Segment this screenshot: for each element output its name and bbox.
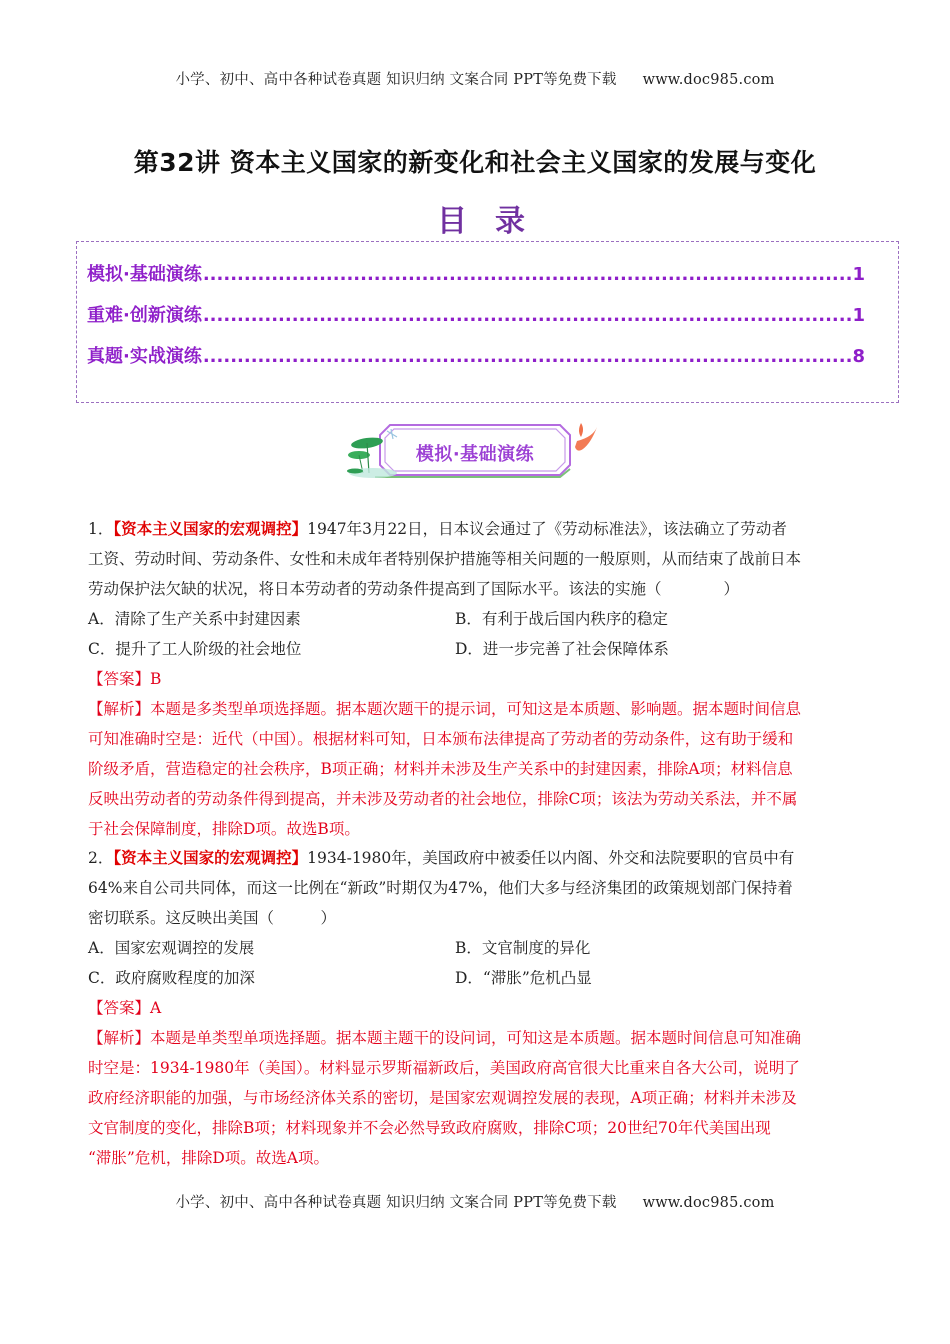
toc-item-label: 模拟·基础演练 [87,264,202,285]
answer-line: 【答案】A [88,999,162,1017]
option-a[interactable]: A．国家宏观调控的发展 [88,939,255,957]
footer-text: 小学、初中、高中各种试卷真题 知识归纳 文案合同 PPT等免费下载 [175,1195,617,1211]
header-url[interactable]: www.doc985.com [642,72,775,88]
header-text: 小学、初中、高中各种试卷真题 知识归纳 文案合同 PPT等免费下载 [175,72,617,88]
toc-heading: 目录 [437,204,553,239]
options-row [88,634,863,664]
options-row [88,963,863,993]
toc-leader-dots [203,346,852,367]
banner-label: 模拟·基础演练 [415,444,535,465]
toc-item[interactable] [87,301,865,327]
toc-item[interactable] [87,342,865,368]
options-row [88,933,863,963]
analysis-line: 阶级矛盾，营造稳定的社会秩序，B项正确；材料并未涉及生产关系中的封建因素，排除A项；材料信息 [88,760,793,778]
analysis-line: 可知准确时空是：近代（中国）。根据材料可知，日本颁布法律提高了劳动者的劳动条件，这有助于缓和 [88,730,794,748]
page-header [0,68,950,89]
option-c[interactable]: C．政府腐败程度的加深 [88,969,255,987]
analysis-line: 文官制度的变化，排除B项；材料现象并不会必然导致政府腐败，排除C项；20世纪70年代美国出现 [88,1119,771,1137]
toc-item-page: 1 [852,264,865,285]
question-1 [88,514,863,844]
toc-leader-dots [203,305,852,326]
option-a[interactable]: A．清除了生产关系中封建因素 [88,610,301,628]
analysis-line: 【解析】本题是单类型单项选择题。据本题主题干的设问词，可知这是本质题。据本题时间信息可知准确 [88,1029,802,1047]
toc-item-page: 1 [852,305,865,326]
analysis-line: 时空是：1934-1980年（美国）。材料显示罗斯福新政后，美国政府高官很大比重来自各大公司，说明了 [88,1059,800,1077]
question-number: 1． [88,520,114,538]
question-2 [88,843,863,1173]
question-stem-line: 64%来自公司共同体，而这一比例在“新政”时期仅为47%，他们大多与经济集团的政策规划部门保持着 [88,879,793,897]
page-footer [0,1191,950,1212]
toc-item-page: 8 [852,346,865,367]
question-stem-line [88,843,863,873]
analysis-line: 【解析】本题是多类型单项选择题。据本题次题干的提示词，可知这是本质题、影响题。据本题时间信息 [88,700,802,718]
section-banner [345,413,600,483]
analysis-line: 于社会保障制度，排除D项。故选B项。 [88,820,360,838]
question-stem-line [88,514,863,544]
answer-line: 【答案】B [88,670,162,688]
analysis-line: “滞胀”危机，排除D项。故选A项。 [88,1149,329,1167]
toc-item-label: 真题·实战演练 [87,346,202,367]
option-d[interactable]: D．“滞胀”危机凸显 [455,969,592,987]
table-of-contents [76,241,899,403]
option-d[interactable]: D．进一步完善了社会保障体系 [455,640,669,658]
question-stem-text: 1934-1980年，美国政府中被委任以内阁、外交和法院要职的官员中有 [307,849,795,867]
question-topic-tag: 【资本主义国家的宏观调控】 [113,520,308,538]
question-stem-line: 劳动保护法欠缺的状况，将日本劳动者的劳动条件提高到了国际水平。该法的实施（ ） [88,580,740,598]
option-c[interactable]: C．提升了工人阶级的社会地位 [88,640,302,658]
toc-item-label: 重难·创新演练 [87,305,202,326]
option-b[interactable]: B．有利于战后国内秩序的稳定 [455,610,668,628]
question-stem-line: 密切联系。这反映出美国（ ） [88,909,337,927]
analysis-line: 反映出劳动者的劳动条件得到提高，并未涉及劳动者的社会地位，排除C项；该法为劳动关系法，并不属 [88,790,798,808]
option-b[interactable]: B．文官制度的异化 [455,939,591,957]
toc-item[interactable] [87,260,865,286]
analysis-line: 政府经济职能的加强，与市场经济体关系的密切，是国家宏观调控发展的表现，A项正确；材料并未涉及 [88,1089,797,1107]
question-stem-text: 1947年3月22日，日本议会通过了《劳动标准法》，该法确立了劳动者 [307,520,787,538]
question-topic-tag: 【资本主义国家的宏观调控】 [113,849,308,867]
footer-url[interactable]: www.doc985.com [642,1195,775,1211]
document-title: 第32讲 资本主义国家的新变化和社会主义国家的发展与变化 [133,148,817,177]
question-stem-line: 工资、劳动时间、劳动条件、女性和未成年者特别保护措施等相关问题的一般原则，从而结束了战前日本 [88,550,802,568]
question-number: 2． [88,849,114,867]
options-row [88,604,863,634]
toc-leader-dots [203,264,852,285]
